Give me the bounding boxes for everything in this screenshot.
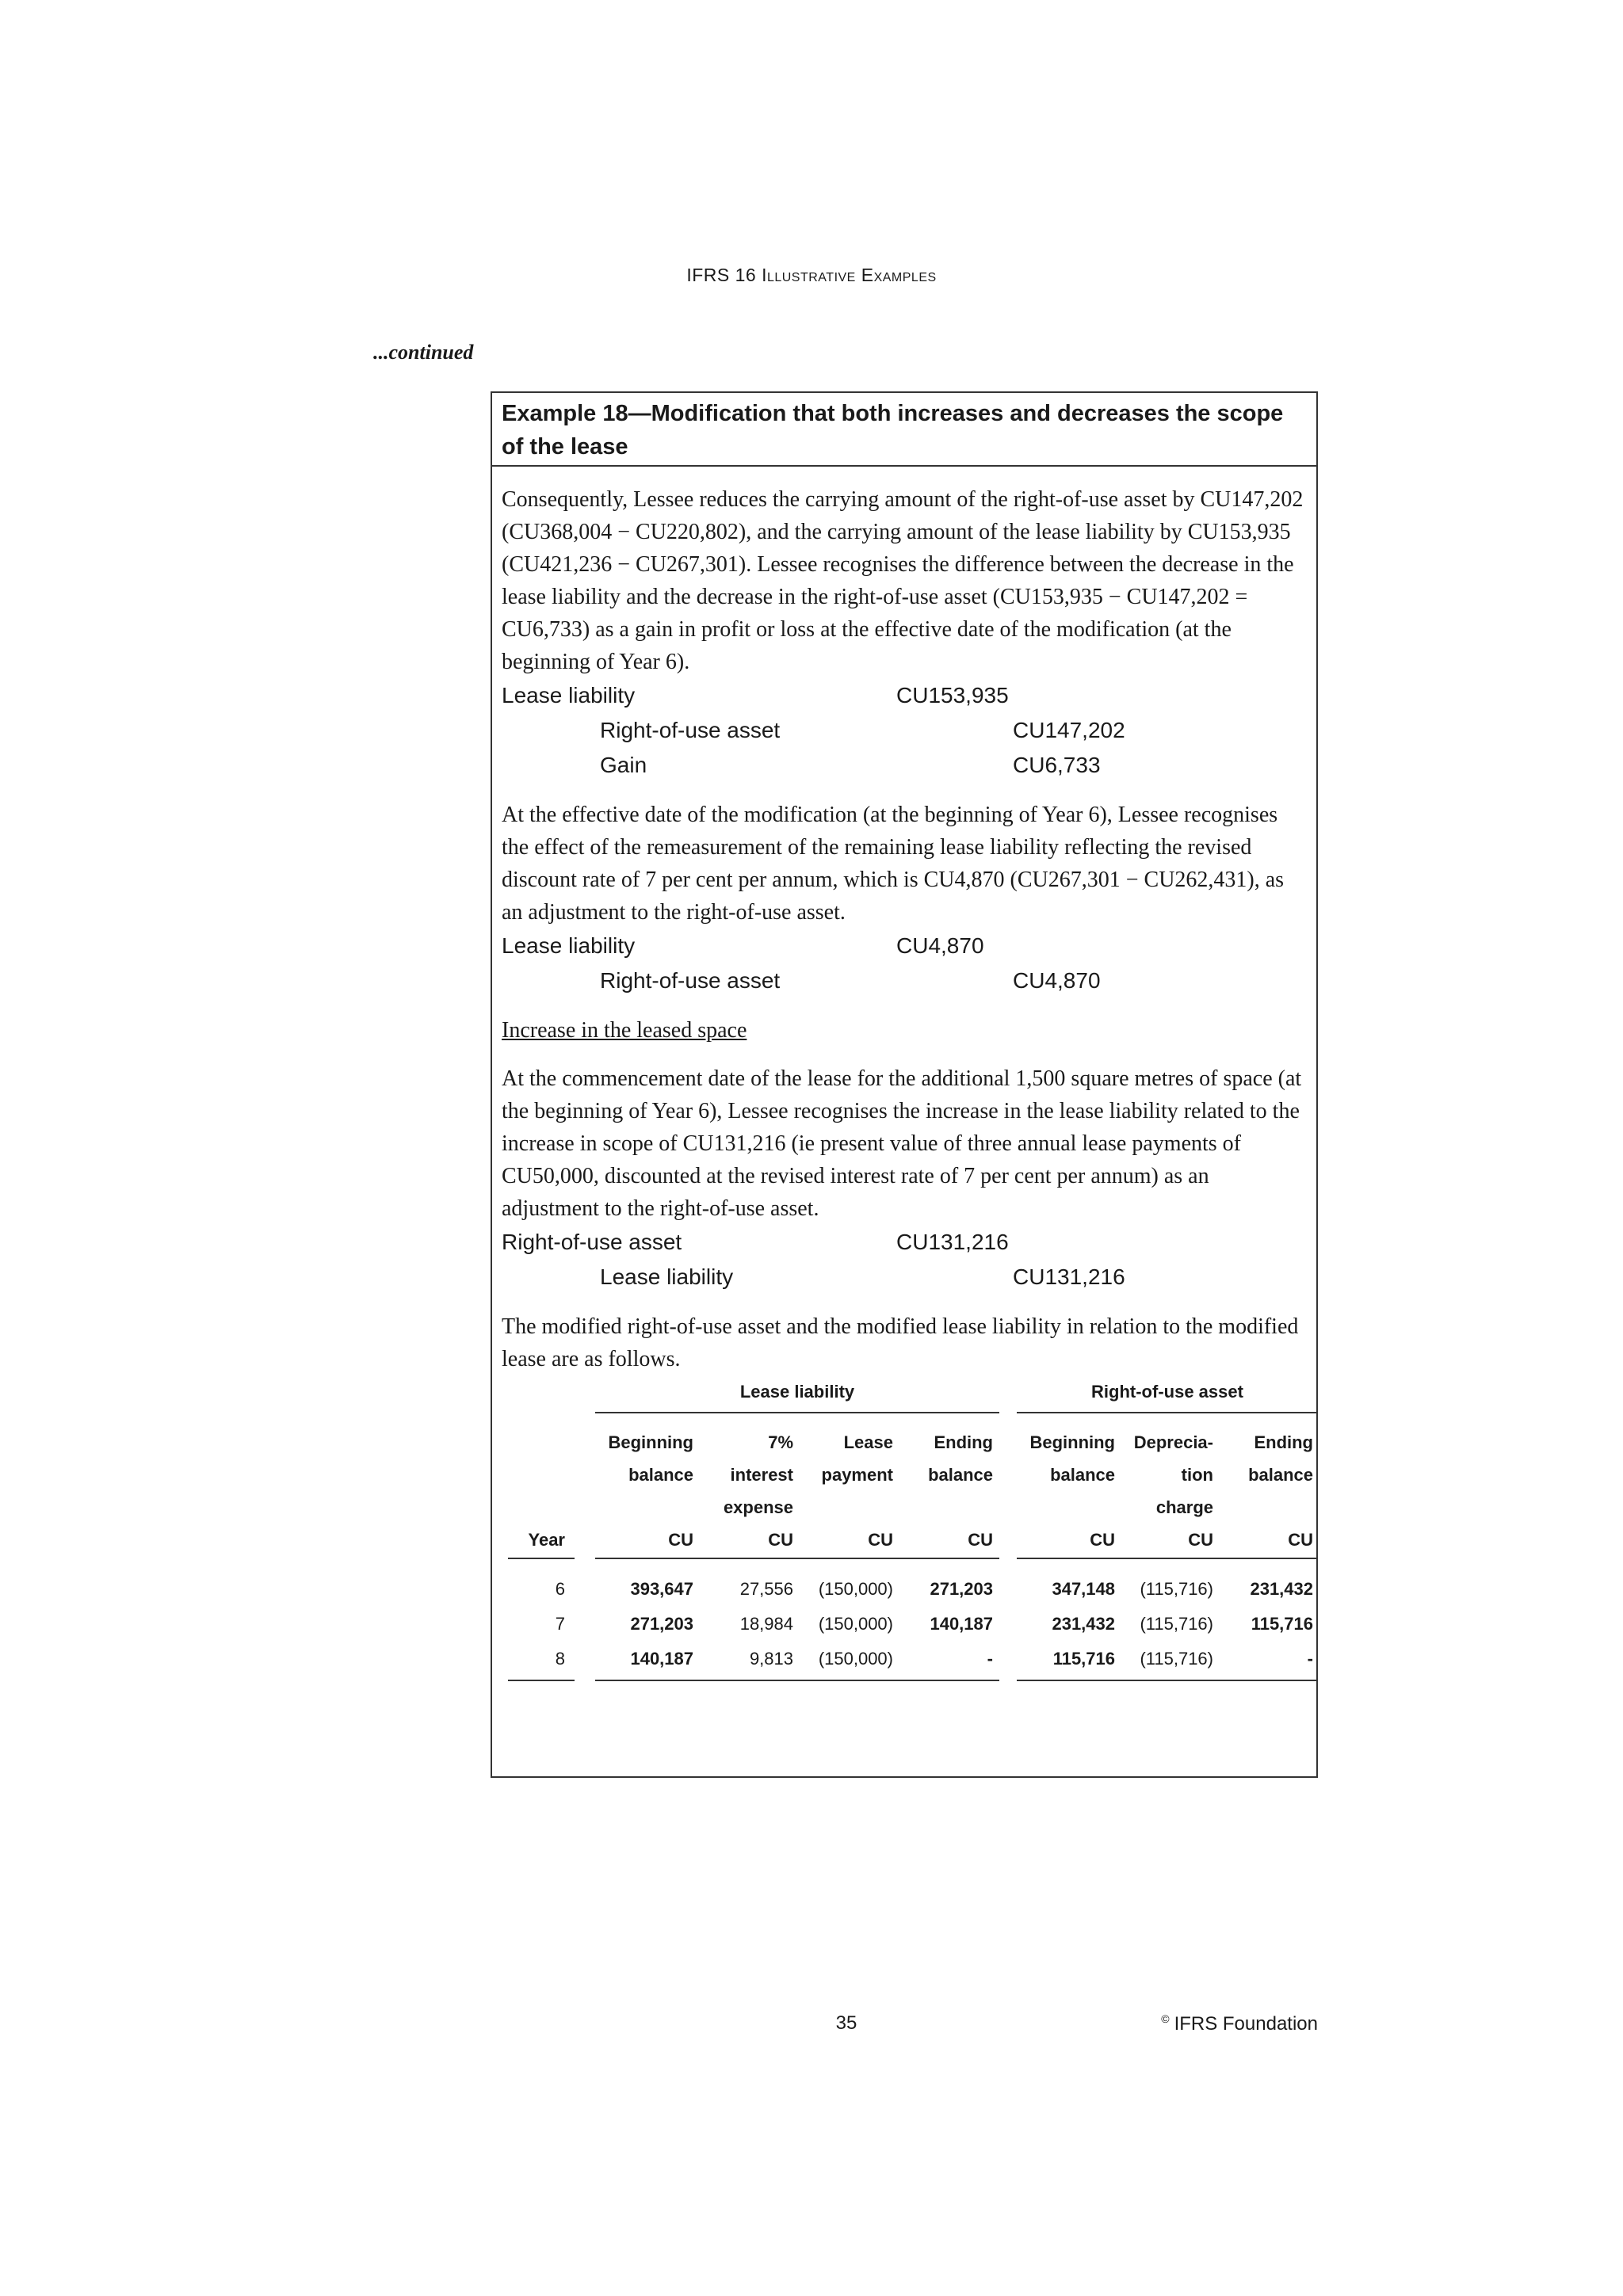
header-line: balance (628, 1465, 693, 1485)
cell: 115,716 (1052, 1649, 1115, 1669)
cell: (150,000) (818, 1579, 893, 1599)
cell-year: 7 (555, 1614, 565, 1634)
paragraph-3: At the commencement date of the lease for the additional 1,500 square metres of space (at the beginning of Year 6), Lessee recognises the increase in the lease liability related to the increase in scope of CU131,216 (ie present value of three annual lease payments of CU50,000, discounted at the revised interest rate of 7 per cent per annum) as an adjustment to the right-of-use asset. (502, 1066, 1302, 1221)
journal-credit: CU4,870 (1013, 968, 1101, 993)
column-header (1120, 1426, 1213, 1524)
cell: 231,432 (1250, 1579, 1313, 1599)
journal-line (502, 963, 1308, 998)
lease-table (502, 1382, 1313, 1714)
running-title: IFRS 16 Illustrative Examples (686, 265, 937, 285)
year-header: Year (528, 1530, 565, 1550)
table-group-rou-asset: Right-of-use asset (1091, 1382, 1243, 1402)
journal-entry-1 (502, 678, 1308, 783)
bottom-rule (508, 1680, 575, 1681)
cell: 271,203 (930, 1579, 993, 1599)
paragraph-2: At the effective date of the modification (at the beginning of Year 6), Lessee recognises the effect of the remeasurement of the remaining lease liability reflecting the revised discount rate of 7 per cent per annum, which is CU4,870 (CU267,301 − CU262,431), as an adjustment to the right-of-use asset. (502, 803, 1285, 925)
cell: 271,203 (630, 1614, 693, 1634)
header-line: Ending (934, 1432, 993, 1452)
cell: 9,813 (749, 1649, 793, 1669)
column-header (595, 1426, 693, 1491)
cell: (150,000) (818, 1649, 893, 1669)
journal-debit: CU4,870 (896, 933, 984, 958)
header-rule (1017, 1558, 1318, 1559)
column-header (803, 1426, 893, 1491)
bottom-rule (1017, 1680, 1318, 1681)
journal-entry-3 (502, 1225, 1308, 1295)
unit-label: CU (1090, 1530, 1115, 1550)
cell-year: 6 (555, 1579, 565, 1599)
cell: 140,187 (630, 1649, 693, 1669)
header-line: balance (928, 1465, 993, 1485)
copyright-symbol: © (1161, 2012, 1170, 2025)
paragraph-1: Consequently, Lessee reduces the carrying amount of the right-of-use asset by CU147,202 (CU368,004 − CU220,802), and the carrying amount of the lease liability by CU153,935 (CU421,236 − CU267,301). Lessee recognises the difference between the decrease in the lease liability and the decrease in the right-of-use asset (CU153,935 − CU147,202 = CU6,733) as a gain in profit or loss at the effective date of the modification (at the beginning of Year 6). (502, 487, 1304, 674)
journal-credit: CU6,733 (1013, 753, 1101, 777)
journal-line (502, 1225, 1308, 1260)
cell: 18,984 (739, 1614, 793, 1634)
journal-account: Right-of-use asset (600, 968, 781, 993)
cell: 115,716 (1251, 1614, 1313, 1634)
copyright-notice (1161, 2012, 1318, 2035)
header-line: payment (821, 1465, 893, 1485)
header-line: tion (1181, 1465, 1213, 1485)
journal-account: Lease liability (600, 1264, 734, 1289)
journal-line (502, 713, 1308, 748)
column-header (901, 1426, 993, 1491)
example-title: Example 18—Modification that both increases and decreases the scope of the lease (492, 393, 1316, 467)
journal-debit: CU153,935 (896, 683, 1009, 707)
header-line: 7% (768, 1432, 793, 1452)
header-line: interest (730, 1465, 793, 1485)
header-rule (595, 1558, 999, 1559)
cell: 347,148 (1052, 1579, 1115, 1599)
column-header (1017, 1426, 1115, 1491)
cell: (150,000) (818, 1614, 893, 1634)
journal-account: Right-of-use asset (502, 1230, 682, 1254)
example-box (491, 391, 1318, 1778)
unit-label: CU (1288, 1530, 1313, 1550)
unit-label: CU (1188, 1530, 1213, 1550)
copyright-text: IFRS Foundation (1174, 2013, 1318, 2035)
unit-label: CU (968, 1530, 993, 1550)
cell: - (1307, 1649, 1313, 1669)
header-line: charge (1155, 1497, 1213, 1517)
unit-label: CU (668, 1530, 693, 1550)
subheading-increase: Increase in the leased space (502, 1018, 747, 1043)
cell: (115,716) (1140, 1649, 1213, 1669)
cell: - (987, 1649, 993, 1669)
paragraph-4: The modified right-of-use asset and the modified lease liability in relation to the modified lease are as follows. (502, 1314, 1299, 1371)
journal-account: Lease liability (502, 933, 636, 958)
journal-credit: CU131,216 (1013, 1264, 1125, 1289)
journal-entry-2 (502, 929, 1308, 998)
journal-account: Right-of-use asset (600, 718, 781, 742)
journal-account: Gain (600, 753, 647, 777)
running-header (0, 265, 1623, 286)
group-rule (595, 1412, 999, 1413)
header-line: balance (1050, 1465, 1115, 1485)
cell-year: 8 (555, 1649, 565, 1669)
table-group-lease-liability: Lease liability (739, 1382, 855, 1402)
journal-credit: CU147,202 (1013, 718, 1125, 742)
cell: 27,556 (739, 1579, 793, 1599)
unit-label: CU (868, 1530, 893, 1550)
column-header (708, 1426, 793, 1524)
cell: (115,716) (1140, 1579, 1213, 1599)
cell: (115,716) (1140, 1614, 1213, 1634)
page-number: 35 (835, 2012, 857, 2034)
example-content (492, 467, 1316, 1714)
header-line: Lease (843, 1432, 893, 1452)
cell: 140,187 (930, 1614, 993, 1634)
journal-line (502, 678, 1308, 713)
journal-debit: CU131,216 (896, 1230, 1009, 1254)
header-line: Deprecia- (1133, 1432, 1213, 1452)
header-line: Beginning (608, 1432, 693, 1452)
journal-account: Lease liability (502, 683, 636, 707)
header-rule (508, 1558, 575, 1559)
header-line: balance (1248, 1465, 1313, 1485)
header-line: expense (723, 1497, 793, 1517)
group-rule (1017, 1412, 1318, 1413)
journal-line (502, 748, 1308, 783)
continued-label: ...continued (373, 341, 474, 364)
journal-line (502, 1260, 1308, 1295)
cell: 231,432 (1052, 1614, 1115, 1634)
column-header (1220, 1426, 1313, 1491)
unit-label: CU (768, 1530, 793, 1550)
journal-line (502, 929, 1308, 963)
bottom-rule (595, 1680, 999, 1681)
cell: 393,647 (630, 1579, 693, 1599)
header-line: Ending (1254, 1432, 1313, 1452)
header-line: Beginning (1029, 1432, 1115, 1452)
